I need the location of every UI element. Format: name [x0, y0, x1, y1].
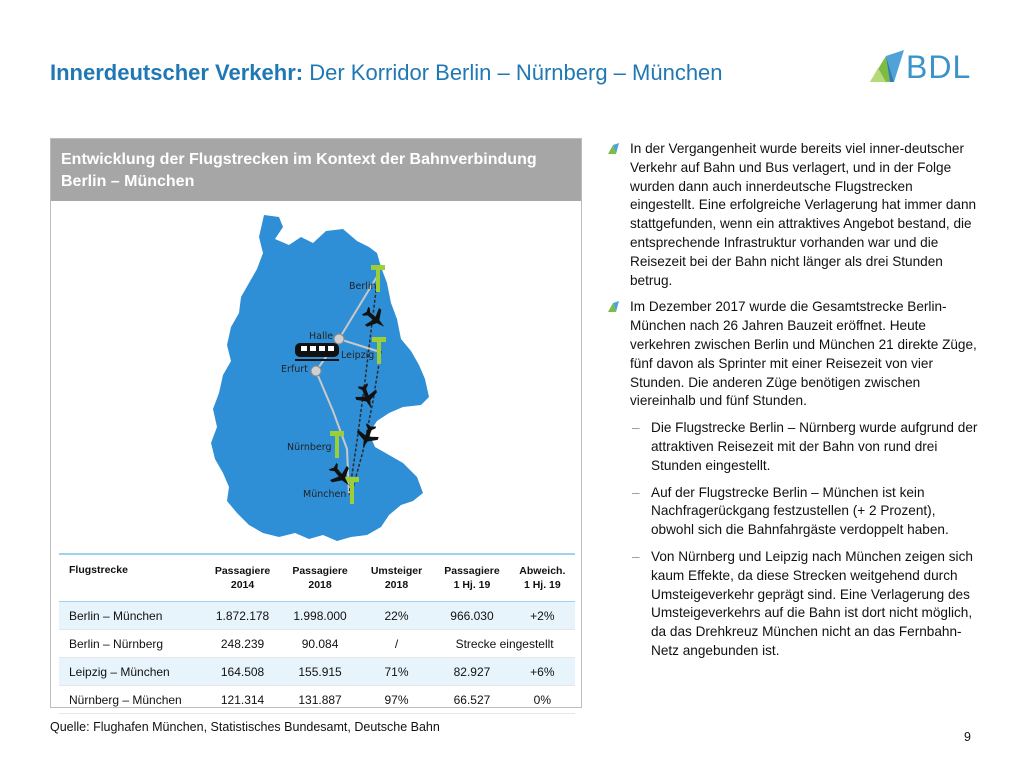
bullet-item: In der Vergangenheit wurde bereits viel inner-deutscher Verkehr auf Bahn und Bus verlagert, und in der Folge wurden dann auch innerdeutsche Flugstrecken eingestellt. Eine erfolgreiche Verlagerung hat immer dann stattgefunden, wenn ein attraktives Angebot bestand, die entsprechende Infrastruktur vorhanden war und die Reisezeit bei der Bahn nicht länger als drei Stunden betrug. — [608, 140, 978, 290]
page-title — [50, 60, 723, 86]
bdl-logo — [868, 48, 978, 88]
dash-marker: – — [632, 420, 640, 436]
halle-stop — [334, 334, 344, 344]
city-label-berlin: Berlin — [349, 281, 377, 292]
panel-heading: Entwicklung der Flugstrecken im Kontext der Bahnverbindung Berlin – München — [61, 151, 537, 190]
source-note: Quelle: Flughafen München, Statistisches Bundesamt, Deutsche Bahn — [50, 720, 440, 734]
city-label-muenchen: München — [303, 489, 347, 500]
col-header-passagiere-2014: Passagiere 2014 — [204, 554, 282, 602]
commentary-text — [608, 140, 978, 669]
col-header-passagiere-2018: Passagiere 2018 — [281, 554, 359, 602]
sub-bullet-item: – Auf der Flugstrecke Berlin – München ist kein Nachfragerückgang festzustellen (+ 2 Prozent), obwohl sich die Bahnfahrgäste verdoppelt haben. — [632, 484, 949, 538]
city-label-nuernberg: Nürnberg — [287, 442, 332, 453]
table-header-row — [59, 554, 575, 602]
bdl-logo-text: BDL — [906, 49, 972, 85]
city-label-erfurt: Erfurt — [281, 364, 308, 375]
page-number: 9 — [964, 730, 971, 744]
page-title-rest: Der Korridor Berlin – Nürnberg – München — [303, 60, 723, 85]
col-header-passagiere-1hj19: Passagiere 1 Hj. 19 — [434, 554, 509, 602]
bdl-logo-mark-icon — [868, 48, 906, 84]
page-title-bold: Innerdeutscher Verkehr: — [50, 60, 304, 85]
table-row: Berlin – Nürnberg 248.239 90.084 / Strecke eingestellt — [59, 630, 575, 658]
panel-header — [51, 139, 581, 201]
erfurt-stop — [311, 366, 321, 376]
bullet-item: Im Dezember 2017 wurde die Gesamtstrecke Berlin-München nach 26 Jahren Bauzeit eröffnet. Heute verkehren zwischen Berlin und München 21 direkte Züge, fünf davon als Sprinter mit einer Reisezeit von vier Stunden. Die anderen Züge benötigen zwischen viereinhalb und fünf Stunden. — [608, 298, 978, 411]
col-header-abweichung-1hj19: Abweich. 1 Hj. 19 — [510, 554, 575, 602]
sub-bullet-item: – Von Nürnberg und Leipzig nach München zeigen sich kaum Effekte, da diese Strecken weitgehend durch Umsteigeverkehr geprägt sind. Eine Verlagerung des Umsteigeverkehrs auf die Bahn ist dort nicht möglich, da das Drehkreuz München nicht an das Fernbahn-Netz angebunden ist. — [632, 548, 973, 658]
col-header-umsteiger-2018: Umsteiger 2018 — [359, 554, 434, 602]
bullet-logo-icon — [608, 301, 619, 312]
route-development-panel — [50, 138, 582, 708]
city-label-halle: Halle — [309, 331, 334, 342]
dash-marker: – — [632, 484, 640, 500]
col-header-flugstrecke: Flugstrecke — [59, 554, 204, 602]
table-row: Berlin – München 1.872.178 1.998.000 22% 966.030 +2% — [59, 602, 575, 630]
table-row: Leipzig – München 164.508 155.915 71% 82.927 +6% — [59, 658, 575, 686]
flight-route-table — [59, 553, 575, 714]
germany-route-map — [51, 201, 581, 553]
bullet-logo-icon — [608, 143, 619, 154]
city-label-leipzig: Leipzig — [341, 350, 375, 361]
sub-bullet-item: – Die Flugstrecke Berlin – Nürnberg wurde aufgrund der attraktiven Reisezeit mit der Bahn von rund drei Stunden eingestellt. — [632, 420, 978, 473]
table-row: Nürnberg – München 121.314 131.887 97% 66.527 0% — [59, 686, 575, 714]
dash-marker: – — [632, 548, 640, 564]
